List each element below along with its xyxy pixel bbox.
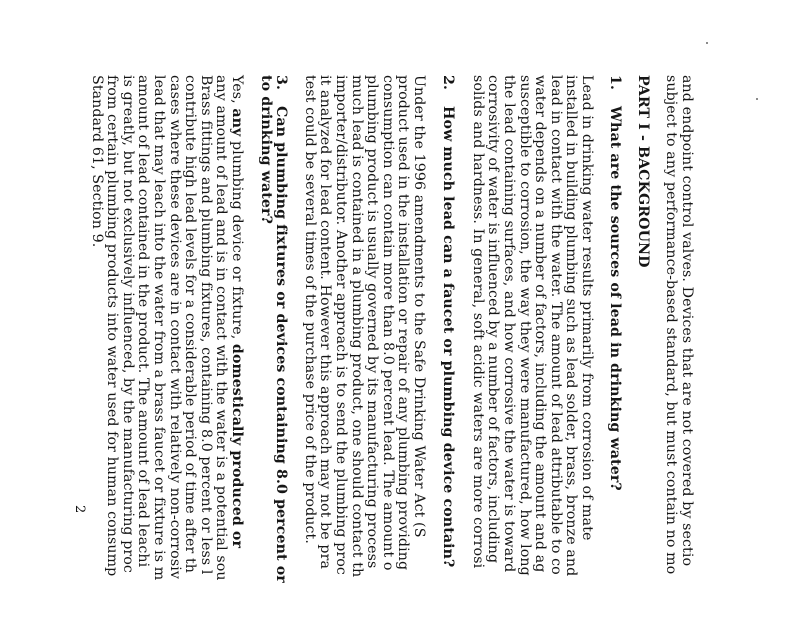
page-number: 2: [72, 505, 87, 514]
text-line: lead in contact with the water. The amount of lead attributable to co: [547, 75, 564, 575]
answer-paragraph: [88, 75, 244, 581]
question-number: 2.: [440, 75, 456, 91]
question-number: 3.: [273, 75, 289, 91]
text-line: Brass fittings and plumbing fixtures, containing 8.0 percent or less l: [197, 75, 214, 575]
intro-paragraph: [663, 75, 694, 574]
scan-speck: [706, 42, 708, 44]
text-line: it analyzed for lead content. However this approach may not be pra: [317, 75, 334, 570]
text-line: is greatly, but not exclusively influenced, by the manufacturing proc: [119, 75, 136, 573]
text-line: contribute high lead levels for a considerable period of time after th: [182, 75, 199, 574]
text-line: corrosivity of water is influenced by a number of factors, including: [485, 75, 502, 564]
text-line: Lead in drinking water results primarily from corrosion of mate: [579, 75, 595, 541]
text-line: installed in building plumbing such as lead solder, brass, bronze and: [563, 75, 580, 577]
scan-speck: [756, 98, 758, 100]
text-line: Under the 1996 amendments to the Safe Drinking Water Act (S: [411, 75, 427, 538]
question-number: 1.: [607, 75, 623, 91]
text-line: importer/distributor. Another approach is to send the plumbing proc: [333, 75, 350, 575]
question-heading: How much lead can a faucet or plumbing device contain?: [440, 106, 456, 568]
text-line: any amount of lead and is in contact with the water is a potential sou: [213, 75, 230, 581]
text-line: the lead containing surfaces, and how corrosive the water is toward: [501, 75, 518, 573]
text-line: much lead is contained in a plumbing product, one should contact th: [348, 75, 365, 578]
text-line: product used in the installation or repair of any plumbing providing: [395, 75, 412, 571]
text-line: subject to any performance-based standard, but must contain no mo: [663, 75, 680, 575]
text-line: from certain plumbing products into water used for human consump: [104, 75, 121, 577]
answer-paragraph: [469, 75, 594, 576]
bold-text: any: [229, 108, 245, 137]
text-line: amount of lead contained in the product. The amount of lead leachi: [135, 75, 152, 568]
answer-paragraph: [301, 75, 426, 577]
text-line: consumption can contain more than 8.0 percent lead. The amount o: [379, 75, 396, 571]
question-heading: What are the sources of lead in drinking water?: [607, 106, 623, 491]
text-line: Standard 61, Section 9.: [88, 75, 105, 248]
text-line-first: [228, 75, 244, 581]
text-run: Yes,: [229, 75, 245, 109]
text-run: plumbing device or fixture,: [229, 136, 245, 344]
question-heading: Can plumbing fixtures or devices containing 8.0 percent or: [273, 106, 289, 583]
text-line: lead that may leach into the water from a brass faucet or fixture is m: [151, 75, 168, 581]
text-line: test could be several times of the purchase price of the product.: [301, 75, 318, 544]
text-line: solids and hardness. In general, soft acidic waters are more corrosi: [469, 75, 486, 569]
text-line: plumbing product is usually governed by its manufacturing process: [364, 75, 381, 569]
question-heading-continued: to drinking water?: [258, 75, 274, 225]
text-line: water depends on a number of factors, including the amount and ag: [532, 75, 549, 573]
text-line: cases where these devices are in contact with relatively non-corrosiv: [166, 75, 183, 579]
text-line: susceptible to corrosion, the way they were manufactured, how long: [516, 75, 533, 576]
part-heading: PART I - BACKGROUND: [635, 75, 651, 268]
bold-text: domestically produced or: [229, 343, 245, 549]
text-line: and endpoint control valves. Devices that are not covered by sectio: [679, 75, 695, 567]
